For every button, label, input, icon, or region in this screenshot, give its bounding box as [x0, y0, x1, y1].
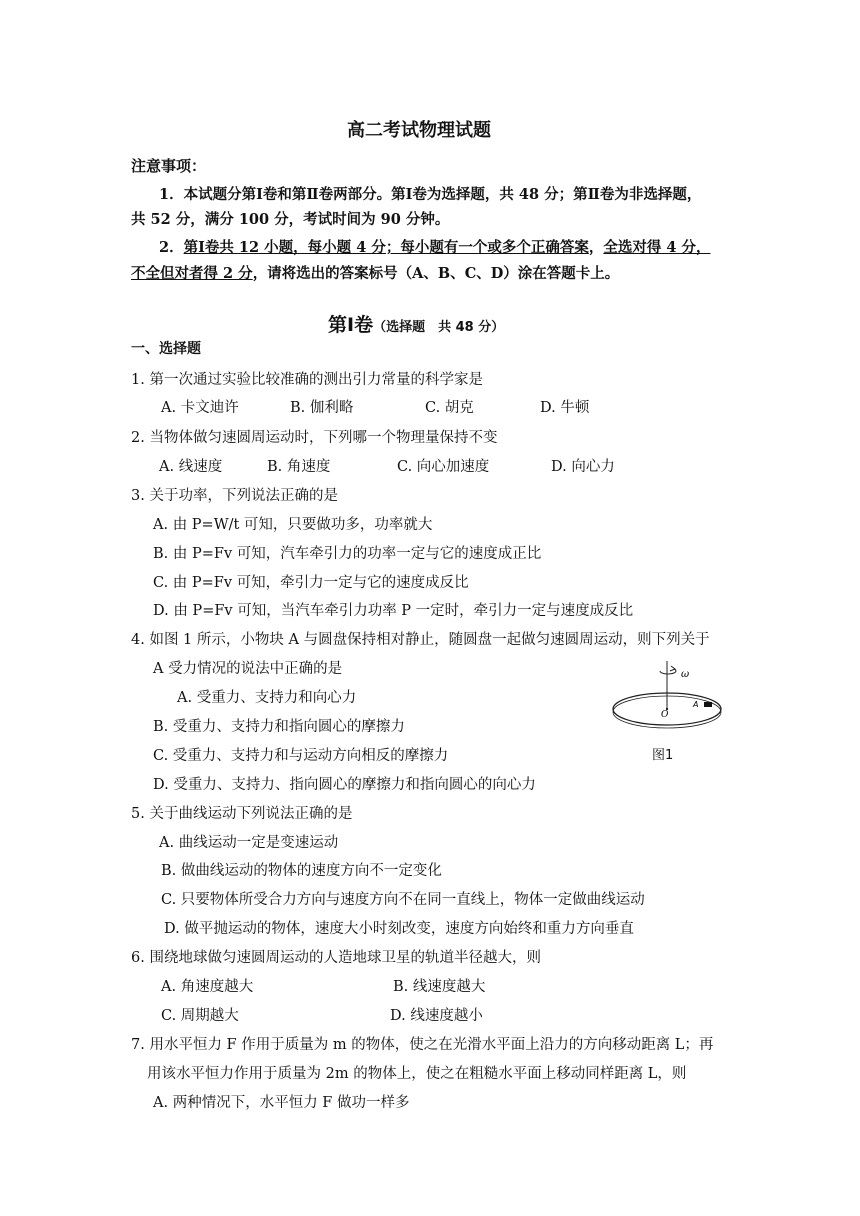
question-1-stem: 1. 第一次通过实验比较准确的测出引力常量的科学家是 — [131, 372, 483, 388]
question-7-stem: 7. 用水平恒力 F 作用于质量为 m 的物体，使之在光滑水平面上沿力的方向移动距离 L；再 — [131, 1037, 714, 1053]
page-title: 高二考试物理试题 — [347, 120, 491, 141]
section-heading — [328, 310, 504, 337]
notice-item-2-underlined-2: 全选对得 4 分， — [603, 239, 711, 256]
section-sub: （选择题 共 48 分） — [373, 320, 505, 335]
block-label: A — [693, 700, 699, 709]
question-5-option-a: A. 曲线运动一定是变速运动 — [159, 835, 339, 851]
question-2-option-d: D. 向心力 — [551, 459, 615, 475]
omega-label: ω — [681, 669, 690, 680]
question-5-option-d: D. 做平抛运动的物体，速度大小时刻改变，速度方向始终和重力方向垂直 — [164, 921, 634, 937]
notice-item-1-line-1: 1．本试题分第Ⅰ卷和第Ⅱ卷两部分。第Ⅰ卷为选择题，共 48 分；第Ⅱ卷为非选择题， — [159, 186, 702, 203]
question-6-option-c: C. 周期越大 — [161, 1008, 239, 1024]
question-6-stem: 6. 围绕地球做匀速圆周运动的人造地球卫星的轨道半径越大，则 — [131, 950, 541, 966]
question-4-stem: 4. 如图 1 所示，小物块 A 与圆盘保持相对静止，随圆盘一起做匀速圆周运动，则下列关于 — [131, 632, 710, 648]
question-2-option-a: A. 线速度 — [159, 459, 223, 475]
notice-item-2-prefix: 2． — [159, 239, 184, 256]
question-7-option-a: A. 两种情况下，水平恒力 F 做功一样多 — [153, 1095, 410, 1111]
question-1-option-b: B. 伽利略 — [290, 400, 354, 416]
question-6-option-b: B. 线速度越大 — [393, 979, 486, 995]
notice-item-2-rest: ，请将选出的答案标号（A、B、C、D）涂在答题卡上。 — [252, 265, 620, 282]
section-main: 第Ⅰ卷 — [328, 314, 374, 336]
question-4-stem-line-2: A 受力情况的说法中正确的是 — [153, 661, 343, 677]
question-4-option-c: C. 受重力、支持力和与运动方向相反的摩擦力 — [153, 748, 449, 764]
question-4-option-a: A. 受重力、支持力和向心力 — [177, 690, 357, 706]
question-5-option-b: B. 做曲线运动的物体的速度方向不一定变化 — [161, 863, 442, 879]
question-1-option-d: D. 牛顿 — [540, 400, 590, 416]
question-3-option-b: B. 由 P=Fv 可知，汽车牵引力的功率一定与它的速度成正比 — [153, 546, 542, 562]
notice-item-1-line-2: 共 52 分，满分 100 分，考试时间为 90 分钟。 — [131, 211, 450, 228]
question-3-option-d: D. 由 P=Fv 可知，当汽车牵引力功率 P 一定时，牵引力一定与速度成反比 — [153, 603, 634, 619]
question-2-stem: 2. 当物体做匀速圆周运动时，下列哪一个物理量保持不变 — [131, 430, 498, 446]
question-6-option-d: D. 线速度越小 — [390, 1008, 483, 1024]
question-1-option-c: C. 胡克 — [425, 400, 474, 416]
question-1-option-a: A. 卡文迪许 — [161, 400, 239, 416]
block-a — [704, 702, 712, 707]
question-3-option-c: C. 由 P=Fv 可知，牵引力一定与它的速度成反比 — [153, 575, 469, 591]
notice-heading: 注意事项： — [131, 157, 207, 175]
notice-item-2-underlined-1: 第Ⅰ卷共 12 小题，每小题 4 分；每小题有一个或多个正确答案 — [183, 239, 589, 256]
question-3-option-a: A. 由 P=W/t 可知，只要做功多，功率就大 — [153, 517, 433, 533]
question-2-option-c: C. 向心加速度 — [397, 459, 490, 475]
notice-item-2-comma: ， — [588, 239, 604, 256]
figure-1-caption: 图1 — [652, 748, 674, 763]
question-5-option-c: C. 只要物体所受合力方向与速度方向不在同一直线上，物体一定做曲线运动 — [161, 892, 645, 908]
arrowhead-icon — [670, 666, 675, 671]
notice-item-2-line-2 — [131, 262, 619, 283]
question-4-option-d: D. 受重力、支持力、指向圆心的摩擦力和指向圆心的向心力 — [153, 777, 536, 793]
figure-1-disc-diagram — [605, 655, 735, 735]
question-5-stem: 5. 关于曲线运动下列说法正确的是 — [131, 806, 353, 822]
question-7-stem-line-2: 用该水平恒力作用于质量为 2m 的物体上，使之在粗糙水平面上移动同样距离 L，则 — [147, 1066, 687, 1082]
notice-item-2-line-1 — [159, 236, 711, 257]
question-4-option-b: B. 受重力、支持力和指向圆心的摩擦力 — [153, 719, 405, 735]
notice-item-2-underlined-3: 不全但对者得 2 分 — [131, 265, 253, 282]
center-label: O — [661, 710, 669, 720]
question-3-stem: 3. 关于功率，下列说法正确的是 — [131, 488, 338, 504]
part-heading: 一、选择题 — [131, 341, 201, 357]
center-dot — [666, 708, 668, 710]
question-2-option-b: B. 角速度 — [267, 459, 331, 475]
question-6-option-a: A. 角速度越大 — [161, 979, 254, 995]
